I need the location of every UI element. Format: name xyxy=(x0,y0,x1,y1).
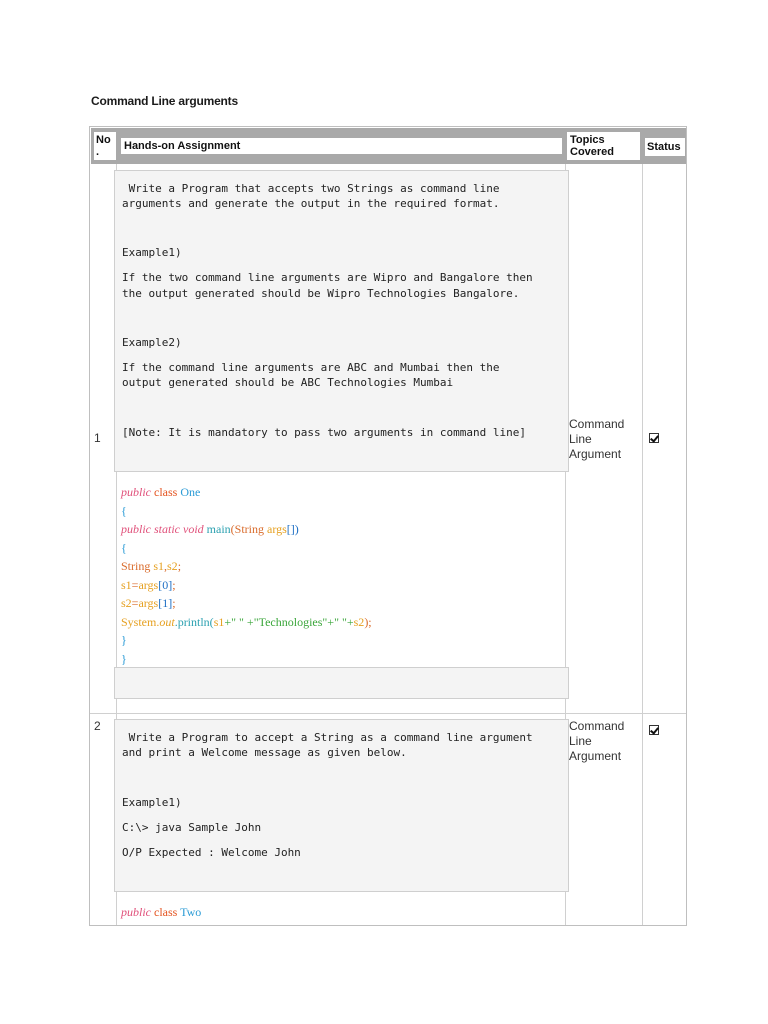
assignment-text: Write a Program that accepts two Strings as command line xyxy=(122,182,500,195)
code-token: One xyxy=(180,485,201,499)
header-no: No . xyxy=(94,132,116,160)
status-checkbox[interactable] xyxy=(649,725,659,735)
assignment-text: O/P Expected : Welcome John xyxy=(122,846,301,859)
code-line xyxy=(121,520,299,539)
assignment-box xyxy=(114,170,569,472)
code-line: { xyxy=(121,504,127,518)
code-token: public xyxy=(121,522,151,536)
assignment-box xyxy=(114,719,569,892)
column-divider xyxy=(642,164,643,925)
code-token: public xyxy=(121,905,151,919)
code-line xyxy=(121,483,200,502)
code-line xyxy=(121,903,201,922)
code-token: s1 xyxy=(121,578,132,592)
code-token: = xyxy=(131,578,139,592)
code-token: s1 xyxy=(213,615,225,629)
code-token: (String xyxy=(230,522,265,536)
assignment-text: arguments and generate the output in the required format. xyxy=(122,197,500,210)
code-token: class xyxy=(154,485,178,499)
row-divider xyxy=(90,713,686,714)
code-token: ; xyxy=(172,578,176,592)
code-token: s2 xyxy=(167,559,178,573)
code-token: = xyxy=(131,596,139,610)
assignment-text: [Note: It is mandatory to pass two arguments in command line] xyxy=(122,426,526,439)
code-token: .println( xyxy=(174,615,214,629)
code-token: out xyxy=(159,615,175,629)
assignment-text: Example1) xyxy=(122,796,182,809)
topics-covered: Command Line Argument xyxy=(569,719,625,763)
code-footer-box xyxy=(114,667,569,699)
code-token: ); xyxy=(364,615,372,629)
header-topics: Topics Covered xyxy=(567,132,640,160)
code-token: static xyxy=(154,522,180,536)
code-token: , xyxy=(164,559,168,573)
assignment-text: If the command line arguments are ABC and Mumbai then the xyxy=(122,361,500,374)
assignment-text: the output generated should be Wipro Technologies Bangalore. xyxy=(122,287,520,300)
code-token: class xyxy=(154,905,178,919)
assignment-text: C:\> java Sample John xyxy=(122,821,262,834)
row-number: 1 xyxy=(94,431,101,445)
code-line xyxy=(121,557,181,576)
code-token: [1] xyxy=(158,596,173,610)
assignment-text: Write a Program to accept a String as a command line argument xyxy=(122,731,533,744)
assignment-text: output generated should be ABC Technologies Mumbai xyxy=(122,376,454,389)
code-token: s2 xyxy=(353,615,365,629)
row-number: 2 xyxy=(94,719,101,733)
assignment-text: Example2) xyxy=(122,336,182,349)
code-line: { xyxy=(121,541,127,555)
code-line: } xyxy=(121,652,127,666)
page-title: Command Line arguments xyxy=(91,94,238,108)
code-token: args xyxy=(138,596,159,610)
code-token: args xyxy=(138,578,159,592)
assignment-text: Example1) xyxy=(122,246,182,259)
code-line xyxy=(121,613,372,632)
code-token: []) xyxy=(286,522,299,536)
code-token: public xyxy=(121,485,151,499)
code-token: Two xyxy=(180,905,202,919)
code-token: ; xyxy=(172,596,176,610)
header-status: Status xyxy=(645,138,685,156)
assignment-text: If the two command line arguments are Wipro and Bangalore then xyxy=(122,271,533,284)
code-line xyxy=(121,576,176,595)
code-line xyxy=(121,594,176,613)
code-token: String xyxy=(121,559,151,573)
code-token: +" " +"Technologies"+" "+ xyxy=(224,615,354,629)
table-header xyxy=(91,128,686,164)
assignment-text: and print a Welcome message as given below. xyxy=(122,746,407,759)
code-token: args xyxy=(267,522,287,536)
code-token: ; xyxy=(177,559,182,573)
code-token: s2 xyxy=(121,596,132,610)
header-assignment: Hands-on Assignment xyxy=(121,138,562,154)
topics-covered: Command Line Argument xyxy=(569,417,625,461)
code-line: } xyxy=(121,633,127,647)
code-token: System. xyxy=(121,615,160,629)
code-token: void xyxy=(183,522,204,536)
code-token: s1 xyxy=(153,559,165,573)
code-token: main xyxy=(206,522,231,536)
code-token: [0] xyxy=(158,578,173,592)
status-checkbox[interactable] xyxy=(649,433,659,443)
